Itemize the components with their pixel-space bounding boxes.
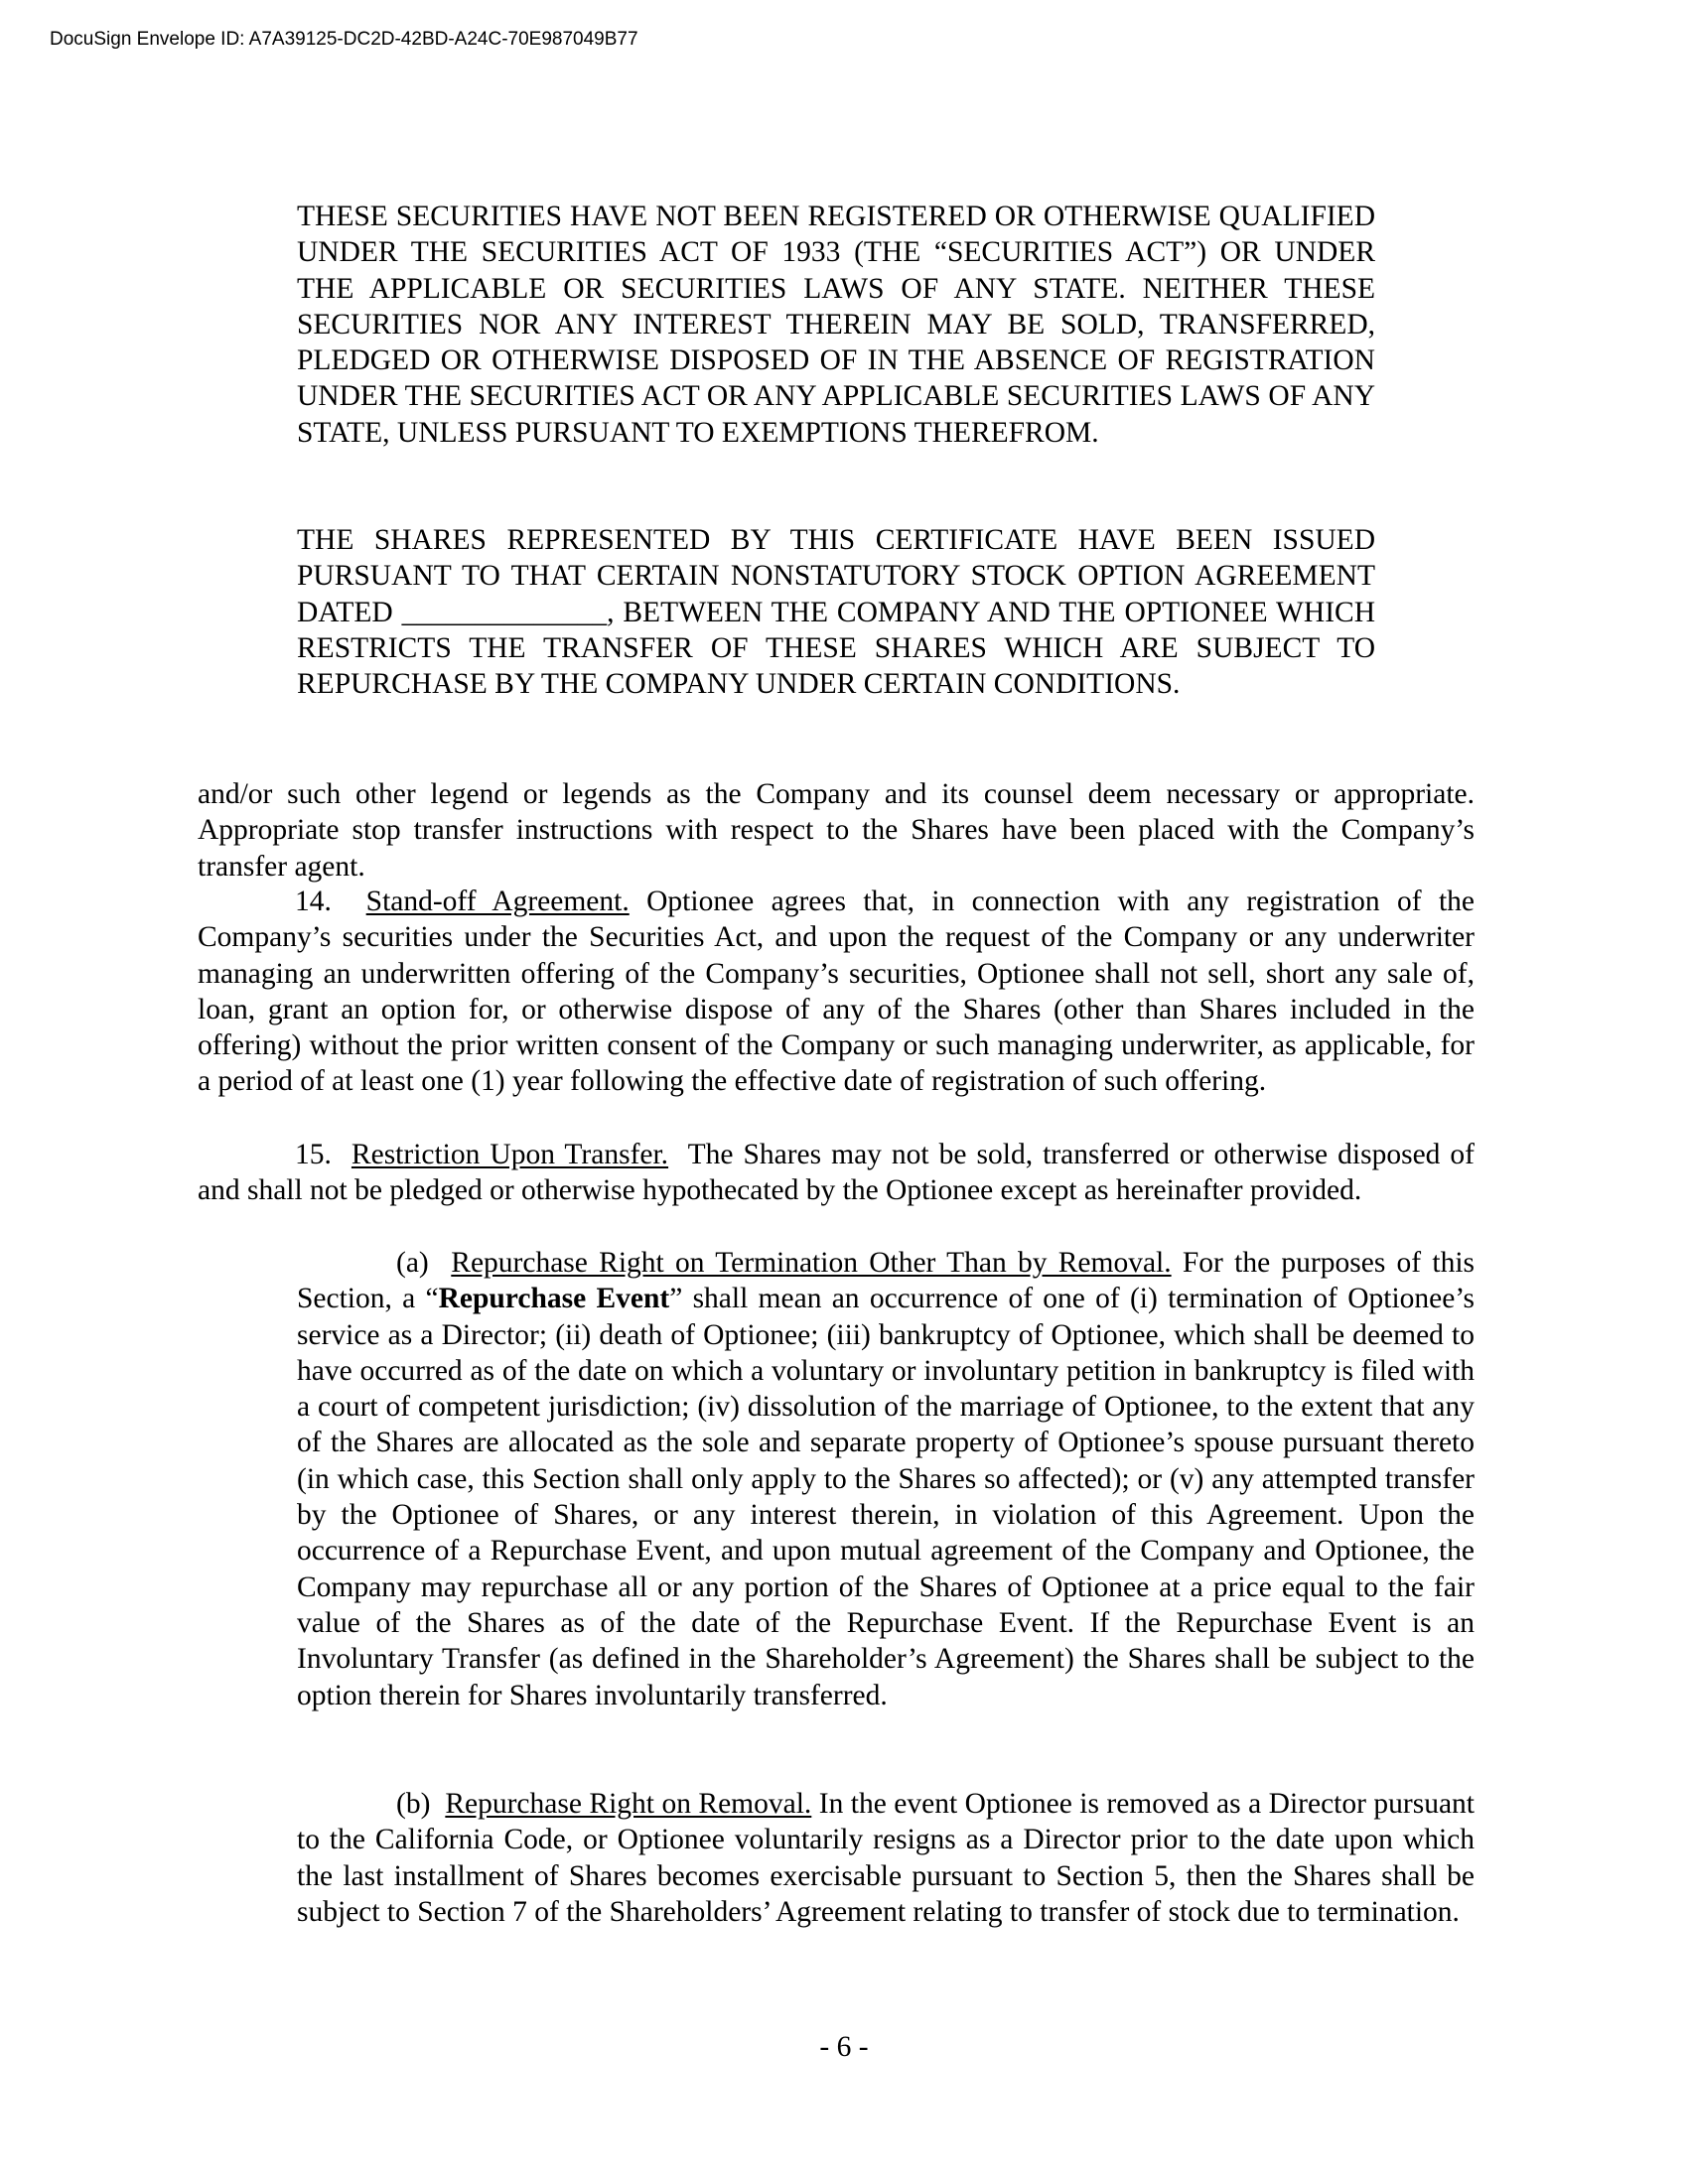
subsection-heading: Repurchase Right on Removal. xyxy=(445,1788,812,1820)
subsection-label: (b) xyxy=(396,1788,431,1820)
securities-legend-paragraph: THESE SECURITIES HAVE NOT BEEN REGISTERED OR OTHERWISE QUALIFIED UNDER THE SECURITIES ACT OF 1933 (THE “SECURITIES ACT”) OR UNDER THE APPLICABLE OR SECURITIES LAWS OF ANY STATE. NEITHER THESE SECURITIES NOR ANY INTEREST THEREIN MAY BE SOLD, TRANSFERRED, PLEDGED OR OTHERWISE DISPOSED OF IN THE ABSENCE OF REGISTRATION UNDER THE SECURITIES ACT OR ANY APPLICABLE SECURITIES LAWS OF ANY STATE, UNLESS PURSUANT TO EXEMPTIONS THEREFROM. xyxy=(297,201,1375,449)
docusign-envelope-id: DocuSign Envelope ID: A7A39125-DC2D-42BD-A24C-70E987049B77 xyxy=(50,29,638,50)
repurchase-legend-paragraph: THE SHARES REPRESENTED BY THIS CERTIFICATE HAVE BEEN ISSUED PURSUANT TO THAT CERTAIN NONSTATUTORY STOCK OPTION AGREEMENT DATED ______________, BETWEEN THE COMPANY AND THE OPTIONEE WHICH RESTRICTS THE TRANSFER OF THESE SHARES WHICH ARE SUBJECT TO REPURCHASE BY THE COMPANY UNDER CERTAIN CONDITIONS. xyxy=(297,524,1375,701)
section-heading: Stand-off Agreement. xyxy=(365,886,630,917)
section-heading: Restriction Upon Transfer. xyxy=(351,1139,669,1170)
subsection-b-paragraph xyxy=(297,1786,1475,1930)
section-body: Optionee agrees that, in connection with any registration of the Company’s securities under the Securities Act, and upon the request of the Company or any underwriter managing an underwritten offering of the Company’s securities, Optionee shall not sell, short any sale of, loan, grant an option for, or otherwise dispose of any of the Shares (other than Shares included in the offering) without the prior written consent of the Company or such managing underwriter, as applicable, for a period of at least one (1) year following the effective date of registration of such offering. xyxy=(198,886,1476,1098)
subsection-body: In the event Optionee is removed as a Director pursuant to the California Code, or Optionee voluntarily resigns as a Director prior to the date upon which the last installment of Shares becomes exercisable pursuant to Section 5, then the Shares shall be subject to Section 7 of the Shareholders’ Agreement relating to transfer of stock due to termination. xyxy=(297,1788,1475,1928)
defined-term: Repurchase Event xyxy=(438,1283,670,1315)
legend-continuation-paragraph: and/or such other legend or legends as the Company and its counsel deem necessary or appropriate. Appropriate stop transfer instructions with respect to the Shares have been placed with the Company’s transfer agent. xyxy=(198,778,1475,883)
subsection-a-paragraph xyxy=(297,1245,1475,1713)
subsection-heading: Repurchase Right on Termination Other Than by Removal. xyxy=(451,1247,1172,1279)
section-number: 15. xyxy=(295,1139,332,1170)
section-15-paragraph xyxy=(198,1137,1482,1209)
subsection-body: ” shall mean an occurrence of one of (i) termination of Optionee’s service as a Director; (ii) death of Optionee; (iii) bankruptcy of Optionee, which shall be deemed to have occurred as of the date on which a voluntary or involuntary petition in bankruptcy is filed with a court of competent jurisdiction; (iv) dissolution of the marriage of Optionee, to the extent that any of the Shares are allocated as the sole and separate property of Optionee’s spouse pursuant thereto (in which case, this Section shall only apply to the Shares so affected); or (v) any attempted transfer by the Optionee of Shares, or any interest therein, in violation of this Agreement. Upon the occurrence of a Repurchase Event, and upon mutual agreement of the Company and Optionee, the Company may repurchase all or any portion of the Shares of Optionee at a price equal to the fair value of the Shares as of the date of the Repurchase Event. If the Repurchase Event is an Involuntary Transfer (as defined in the Shareholder’s Agreement) the Shares shall be subject to the option therein for Shares involuntarily transferred. xyxy=(297,1283,1475,1711)
subsection-body: For the purposes of this Section, a “ xyxy=(297,1247,1476,1315)
section-number: 14. xyxy=(295,886,332,917)
page-number: - 6 - xyxy=(819,2031,869,2063)
section-body: The Shares may not be sold, transferred or otherwise disposed of and shall not be pledged or otherwise hypothecated by the Optionee except as hereinafter provided. xyxy=(198,1139,1482,1207)
section-14-paragraph xyxy=(198,884,1475,1100)
subsection-label: (a) xyxy=(396,1247,429,1279)
